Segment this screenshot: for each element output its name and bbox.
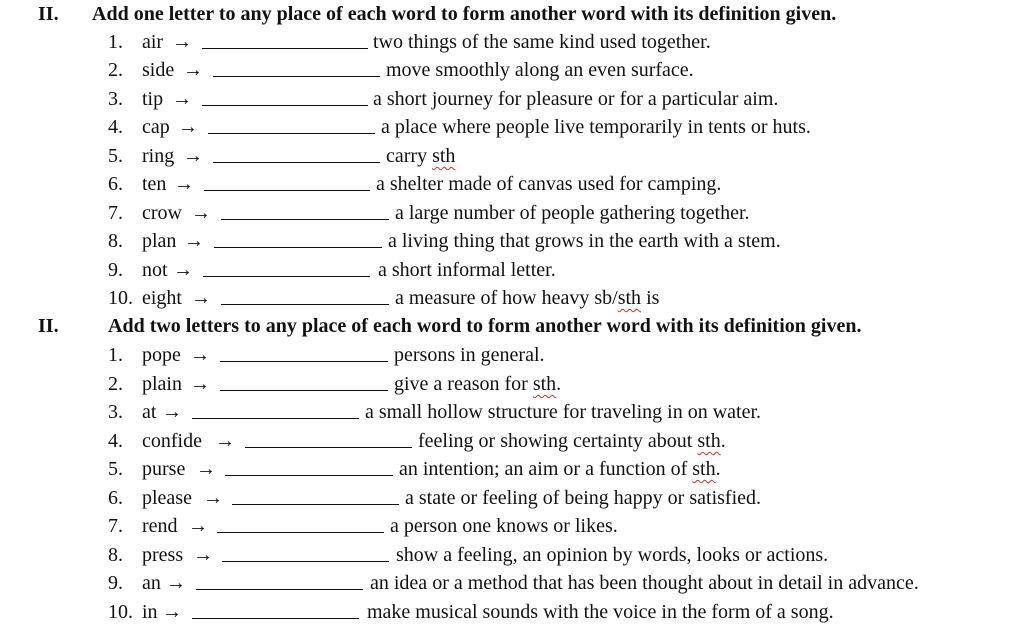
- arrow-icon: →: [162, 401, 182, 423]
- item-definition: [395, 285, 659, 311]
- section-1-numeral: II.: [38, 3, 59, 25]
- definition-abbrev: sth: [697, 430, 721, 452]
- definition-text-end: is: [641, 287, 660, 309]
- answer-blank[interactable]: [196, 589, 363, 590]
- item-word: pope: [142, 344, 181, 366]
- arrow-icon: →: [172, 88, 192, 110]
- answer-blank[interactable]: [213, 162, 380, 163]
- answer-blank[interactable]: [217, 532, 384, 533]
- answer-blank[interactable]: [221, 304, 389, 305]
- item-number: 4.: [108, 430, 123, 452]
- item-number: 5.: [108, 458, 123, 480]
- answer-blank[interactable]: [203, 276, 370, 277]
- item-word: eight: [142, 287, 182, 309]
- section-2-numeral: II.: [38, 315, 59, 337]
- item-number: 10.: [108, 287, 133, 309]
- item-definition: [418, 428, 726, 454]
- answer-blank[interactable]: [192, 418, 359, 419]
- definition-text: a measure of how heavy sb/: [395, 287, 618, 309]
- arrow-icon: →: [215, 430, 235, 452]
- item-definition: a person one knows or likes.: [390, 515, 618, 537]
- item-word: rend: [142, 515, 178, 537]
- section-2-instruction: Add two letters to any place of each word to form another word with its definition given.: [108, 315, 862, 337]
- item-word: press: [142, 544, 184, 566]
- item-number: 8.: [108, 230, 123, 252]
- definition-text-end: .: [720, 430, 726, 452]
- arrow-icon: →: [193, 544, 213, 566]
- item-definition: make musical sounds with the voice in the form of a song.: [367, 601, 834, 623]
- answer-blank[interactable]: [208, 133, 375, 134]
- arrow-icon: →: [190, 344, 210, 366]
- item-word: at: [142, 401, 157, 423]
- item-number: 10.: [108, 601, 133, 623]
- item-definition: show a feeling, an opinion by words, looks or actions.: [396, 544, 829, 566]
- arrow-icon: →: [162, 601, 182, 623]
- item-definition: a small hollow structure for traveling in on water.: [365, 401, 762, 423]
- item-definition: move smoothly along an even surface.: [386, 59, 694, 81]
- section-1-instruction: Add one letter to any place of each word to form another word with its definition given.: [92, 3, 837, 25]
- item-number: 1.: [108, 31, 123, 53]
- definition-abbrev: sth: [692, 458, 716, 480]
- arrow-icon: →: [174, 173, 194, 195]
- arrow-icon: →: [203, 487, 223, 509]
- item-word: please: [142, 487, 192, 509]
- item-number: 7.: [108, 202, 123, 224]
- item-word: plain: [142, 373, 182, 395]
- answer-blank[interactable]: [202, 105, 368, 106]
- arrow-icon: →: [188, 515, 208, 537]
- item-number: 6.: [108, 173, 123, 195]
- arrow-icon: →: [191, 202, 211, 224]
- item-word: crow: [142, 202, 182, 224]
- definition-text-end: .: [556, 373, 562, 395]
- item-number: 2.: [108, 59, 123, 81]
- arrow-icon: →: [191, 287, 211, 309]
- definition-text-end: .: [715, 458, 721, 480]
- item-word: in: [142, 601, 158, 623]
- item-definition: a large number of people gathering together.: [395, 202, 750, 224]
- item-word: side: [142, 59, 175, 81]
- item-definition: a shelter made of canvas used for camping.: [376, 173, 722, 195]
- arrow-icon: →: [183, 145, 203, 167]
- arrow-icon: →: [173, 259, 193, 281]
- arrow-icon: →: [178, 116, 198, 138]
- definition-abbrev: sth: [532, 373, 557, 395]
- arrow-icon: →: [172, 31, 192, 53]
- item-word: ten: [142, 173, 167, 195]
- answer-blank[interactable]: [222, 561, 389, 562]
- definition-text: give a reason for: [394, 373, 533, 395]
- item-word: not: [142, 259, 168, 281]
- answer-blank[interactable]: [192, 618, 359, 619]
- item-definition: persons in general.: [394, 344, 545, 366]
- item-definition: a state or feeling of being happy or satisfied.: [405, 487, 761, 509]
- arrow-icon: →: [184, 230, 204, 252]
- definition-text: carry: [386, 145, 433, 167]
- answer-blank[interactable]: [214, 247, 382, 248]
- item-definition: [394, 371, 561, 397]
- item-word: confide: [142, 430, 202, 452]
- definition-text: feeling or showing certainty about: [418, 430, 698, 452]
- item-word: plan: [142, 230, 177, 252]
- item-number: 9.: [108, 259, 123, 281]
- item-definition: a short informal letter.: [378, 259, 556, 281]
- item-definition: two things of the same kind used together.: [373, 31, 711, 53]
- item-word: purse: [142, 458, 186, 480]
- answer-blank[interactable]: [232, 504, 399, 505]
- answer-blank[interactable]: [202, 48, 368, 49]
- definition-text: an intention; an aim or a function of: [399, 458, 693, 480]
- item-definition: a living thing that grows in the earth with a stem.: [388, 230, 781, 252]
- item-definition: a short journey for pleasure or for a particular aim.: [373, 88, 779, 110]
- item-number: 3.: [108, 401, 123, 423]
- answer-blank[interactable]: [225, 475, 393, 476]
- arrow-icon: →: [196, 458, 216, 480]
- definition-abbrev: sth: [432, 145, 456, 167]
- item-number: 7.: [108, 515, 123, 537]
- answer-blank[interactable]: [221, 219, 389, 220]
- item-number: 2.: [108, 373, 123, 395]
- item-number: 9.: [108, 572, 123, 594]
- item-word: ring: [142, 145, 175, 167]
- answer-blank[interactable]: [220, 361, 388, 362]
- item-word: air: [142, 31, 164, 53]
- item-number: 6.: [108, 487, 123, 509]
- answer-blank[interactable]: [204, 190, 370, 191]
- item-number: 1.: [108, 344, 123, 366]
- item-definition: [399, 456, 721, 482]
- answer-blank[interactable]: [213, 76, 380, 77]
- item-number: 8.: [108, 544, 123, 566]
- item-word: cap: [142, 116, 170, 138]
- answer-blank[interactable]: [245, 447, 412, 448]
- arrow-icon: →: [166, 572, 186, 594]
- item-number: 4.: [108, 116, 123, 138]
- item-definition: an idea or a method that has been thought about in detail in advance.: [370, 572, 919, 594]
- item-definition: a place where people live temporarily in tents or huts.: [381, 116, 811, 138]
- item-word: tip: [142, 88, 164, 110]
- item-definition: [386, 143, 455, 169]
- item-word: an: [142, 572, 161, 594]
- definition-abbrev: sth: [617, 287, 642, 309]
- item-number: 3.: [108, 88, 123, 110]
- arrow-icon: →: [183, 59, 203, 81]
- arrow-icon: →: [190, 373, 210, 395]
- answer-blank[interactable]: [220, 390, 388, 391]
- item-number: 5.: [108, 145, 123, 167]
